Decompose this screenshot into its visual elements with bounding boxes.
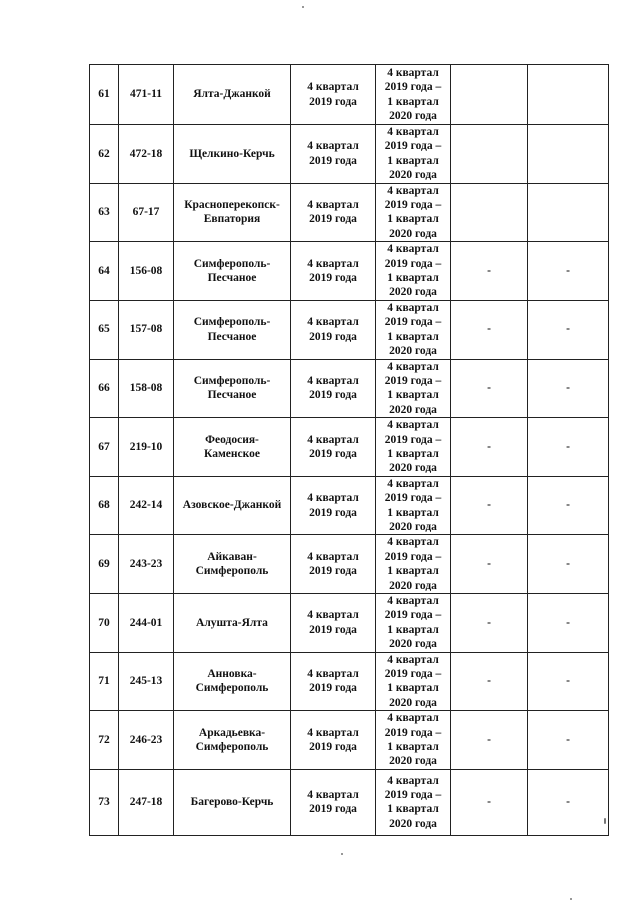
table-row [90,65,609,125]
extra-column-1-value: - [487,796,491,809]
table-row [90,300,609,359]
end-period-line: 1 квартал [387,741,439,754]
route-name-cell [174,652,291,711]
end-period-line: 4 квартал [387,595,439,607]
extra-column-2-value: - [566,733,570,746]
route-code-cell [119,476,174,535]
extra-column-1-value: - [487,264,491,277]
end-period-line: 2020 года [389,169,437,182]
end-period-cell [376,769,451,835]
table-row [90,125,609,184]
row-number-cell [90,711,119,770]
end-period-line: 2020 года [389,520,437,533]
start-period-line: 4 квартал [307,492,359,505]
end-period-cell [376,418,451,477]
start-period-line: 4 квартал [307,609,359,622]
start-period-cell [291,476,376,535]
extra-column-2-value: - [566,499,570,512]
route-name-cell [174,65,291,125]
route-code-cell [119,711,174,770]
end-period-line: 1 квартал [387,803,439,816]
end-period-line: 4 квартал [387,66,439,79]
extra-column-1-value: - [487,616,491,629]
route-code: 471-11 [130,88,162,101]
end-period-line: 2019 года – [384,316,442,329]
start-period-cell [291,711,376,770]
end-period-line: 4 квартал [387,360,439,373]
extra-column-1-cell [451,711,528,770]
end-period-line: 4 квартал [387,712,439,725]
end-period-line: 2020 года [389,286,437,299]
start-period-line: 4 квартал [307,199,359,212]
row-number-cell [90,418,119,477]
extra-column-2-cell [528,594,609,653]
extra-column-1-cell [451,418,528,477]
end-period-line: 2020 года [389,638,437,651]
start-period-line: 2019 года [309,506,357,519]
extra-column-1-cell [451,359,528,418]
row-number: 69 [98,557,110,570]
end-period-cell [376,359,451,418]
route-name-line: Анновка- [207,668,257,681]
table-row [90,476,609,535]
route-code-cell [119,594,174,653]
end-period-cell [376,594,451,653]
extra-column-2-value: - [566,382,570,395]
route-code: 158-08 [129,382,163,395]
start-period-line: 2019 года [309,682,357,695]
start-period-line: 4 квартал [307,140,359,153]
extra-column-2-cell [528,535,609,594]
start-period-cell [291,535,376,594]
end-period-cell [376,300,451,359]
row-number: 73 [98,796,110,809]
route-name-cell [174,594,291,653]
route-code: 245-13 [129,675,163,688]
start-period-line: 4 квартал [307,788,359,801]
end-period-cell [376,652,451,711]
start-period-line: 2019 года [309,741,357,754]
table-row [90,594,609,653]
extra-column-1-value: - [487,440,491,453]
end-period-line: 2020 года [389,462,437,475]
extra-column-2-cell [528,242,609,301]
end-period-cell [376,242,451,301]
end-period-cell [376,183,451,242]
extra-column-2-cell [528,125,609,184]
route-code-cell [119,125,174,184]
end-period-line: 4 квартал [387,477,439,490]
route-name-line: Песчаное [207,330,257,343]
start-period-line: 4 квартал [307,433,359,446]
route-name-line: Симферополь [195,682,269,695]
scan-speck [341,853,343,855]
row-number-cell [90,300,119,359]
end-period-line: 1 квартал [387,272,439,285]
route-code: 242-14 [129,499,163,512]
extra-column-1-value: - [487,499,491,512]
extra-column-2-value: - [566,675,570,688]
route-name-line: Феодосия- [205,433,259,446]
extra-column-1-cell [451,594,528,653]
extra-column-2-cell [528,769,609,835]
route-code: 157-08 [129,323,163,336]
end-period-line: 4 квартал [387,301,439,314]
route-name-line: Алушта-Ялта [196,616,268,629]
route-name-line: Азовское-Джанкой [182,499,282,512]
end-period-line: 4 квартал [387,536,439,549]
start-period-line: 2019 года [309,803,357,816]
table-row [90,652,609,711]
start-period-line: 4 квартал [307,374,359,387]
extra-column-1-cell [451,652,528,711]
route-name-cell [174,769,291,835]
start-period-cell [291,65,376,125]
route-name-line: Щелкино-Керчь [189,147,275,160]
row-number: 65 [98,323,110,336]
route-code-cell [119,300,174,359]
start-period-line: 2019 года [309,213,357,226]
table-row [90,418,609,477]
route-name-cell [174,183,291,242]
route-name-line: Песчаное [207,389,257,402]
extra-column-2-cell [528,418,609,477]
route-name-cell [174,476,291,535]
start-period-line: 2019 года [309,565,357,578]
row-number-cell [90,183,119,242]
route-code-cell [119,183,174,242]
row-number: 66 [98,382,110,395]
extra-column-1-cell [451,535,528,594]
end-period-line: 2019 года – [384,81,442,94]
end-period-line: 1 квартал [387,330,439,343]
scan-speck [302,6,304,8]
extra-column-2-value: - [566,557,570,570]
route-code-cell [119,769,174,835]
extra-column-1-cell [451,300,528,359]
row-number: 67 [98,440,110,453]
route-name-line: Симферополь- [193,374,271,387]
route-name-cell [174,359,291,418]
extra-column-1-value: - [487,323,491,336]
end-period-cell [376,476,451,535]
start-period-line: 4 квартал [307,316,359,329]
route-code-cell [119,652,174,711]
route-name-line: Песчаное [207,272,257,285]
scan-speck [570,898,572,900]
start-period-line: 2019 года [309,154,357,167]
extra-column-1-cell [451,476,528,535]
extra-column-2-value: - [566,796,570,809]
start-period-line: 2019 года [309,623,357,636]
end-period-line: 4 квартал [387,653,439,666]
scan-speck [604,818,606,824]
table-row [90,769,609,835]
row-number: 64 [98,264,110,277]
extra-column-2-cell [528,183,609,242]
route-name-cell [174,535,291,594]
table-row [90,359,609,418]
end-period-line: 2019 года – [384,433,442,446]
extra-column-2-cell [528,711,609,770]
route-code: 246-23 [129,733,163,746]
end-period-cell [376,65,451,125]
end-period-line: 2019 года – [384,788,442,801]
extra-column-2-cell [528,300,609,359]
row-number: 68 [98,499,110,512]
row-number-cell [90,535,119,594]
extra-column-1-cell [451,769,528,835]
route-code-cell [119,242,174,301]
extra-column-1-cell [451,242,528,301]
row-number: 62 [98,147,110,160]
extra-column-2-value: - [566,440,570,453]
route-name-line: Симферополь- [193,257,271,270]
route-name-cell [174,711,291,770]
route-name-line: Симферополь [195,741,269,754]
end-period-line: 2020 года [389,227,437,240]
extra-column-2-value: - [566,264,570,277]
extra-column-1-value: - [487,382,491,395]
end-period-line: 2020 года [389,345,437,358]
start-period-cell [291,594,376,653]
route-code: 219-10 [129,440,163,453]
end-period-line: 2020 года [389,403,437,416]
end-period-line: 2019 года – [384,492,442,505]
route-name-line: Ялта-Джанкой [193,88,271,101]
row-number-cell [90,594,119,653]
end-period-line: 4 квартал [387,126,439,138]
end-period-line: 1 квартал [387,213,439,226]
row-number: 61 [98,88,110,101]
route-name-cell [174,418,291,477]
start-period-cell [291,183,376,242]
extra-column-2-cell [528,476,609,535]
row-number-cell [90,125,119,184]
table-row [90,535,609,594]
start-period-cell [291,652,376,711]
route-code-cell [119,359,174,418]
route-code: 156-08 [129,264,163,277]
extra-column-2-cell [528,359,609,418]
start-period-line: 4 квартал [307,726,359,739]
route-code: 67-17 [132,206,160,219]
end-period-cell [376,711,451,770]
route-code: 472-18 [129,147,163,160]
start-period-cell [291,125,376,184]
start-period-line: 4 квартал [307,257,359,270]
row-number: 72 [98,733,110,746]
end-period-line: 1 квартал [387,565,439,578]
end-period-line: 2019 года – [384,199,442,212]
end-period-line: 1 квартал [387,154,439,167]
end-period-line: 1 квартал [387,623,439,636]
route-name-line: Евпатория [203,213,261,226]
end-period-line: 2019 года – [384,726,442,739]
row-number: 71 [98,675,110,688]
routes-table [89,64,609,836]
extra-column-1-cell [451,125,528,184]
end-period-line: 1 квартал [387,95,439,108]
start-period-line: 4 квартал [307,550,359,563]
end-period-line: 4 квартал [387,774,439,787]
table-row [90,711,609,770]
start-period-cell [291,242,376,301]
row-number: 70 [98,616,110,629]
route-name-cell [174,125,291,184]
row-number: 63 [98,206,110,219]
end-period-line: 4 квартал [387,184,439,197]
end-period-line: 2020 года [389,696,437,709]
end-period-cell [376,125,451,184]
start-period-line: 4 квартал [307,81,359,94]
route-name-line: Айкаван- [207,550,257,563]
end-period-line: 2020 года [389,817,437,830]
extra-column-1-value: - [487,733,491,746]
row-number-cell [90,652,119,711]
extra-column-2-value: - [566,323,570,336]
end-period-line: 2019 года – [384,374,442,387]
start-period-cell [291,300,376,359]
extra-column-2-value: - [566,616,570,629]
end-period-line: 2020 года [389,755,437,768]
end-period-cell [376,535,451,594]
routes-table-body [90,65,609,836]
start-period-line: 4 квартал [307,668,359,681]
route-code: 243-23 [129,557,163,570]
end-period-line: 2020 года [389,579,437,592]
route-code: 247-18 [129,796,163,809]
extra-column-1-cell [451,183,528,242]
end-period-line: 2019 года – [384,140,442,153]
extra-column-1-value: - [487,557,491,570]
route-code: 244-01 [129,616,163,629]
start-period-line: 2019 года [309,330,357,343]
end-period-line: 2019 года – [384,668,442,681]
route-name-cell [174,300,291,359]
end-period-line: 1 квартал [387,389,439,402]
row-number-cell [90,769,119,835]
end-period-line: 2019 года – [384,550,442,563]
end-period-line: 4 квартал [387,419,439,432]
row-number-cell [90,476,119,535]
route-name-line: Симферополь [195,565,269,578]
row-number-cell [90,65,119,125]
end-period-line: 2019 года – [384,257,442,270]
extra-column-2-cell [528,652,609,711]
route-name-line: Багерово-Керчь [190,796,274,809]
start-period-cell [291,769,376,835]
route-code-cell [119,418,174,477]
end-period-line: 2020 года [389,109,437,122]
end-period-line: 1 квартал [387,682,439,695]
extra-column-2-cell [528,65,609,125]
row-number-cell [90,242,119,301]
route-name-line: Аркадьевка- [198,726,266,739]
start-period-line: 2019 года [309,447,357,460]
start-period-cell [291,359,376,418]
table-row [90,242,609,301]
end-period-line: 1 квартал [387,447,439,460]
extra-column-1-cell [451,65,528,125]
extra-column-1-value: - [487,675,491,688]
route-name-line: Симферополь- [193,316,271,329]
end-period-line: 2019 года – [384,609,442,622]
route-code-cell [119,535,174,594]
row-number-cell [90,359,119,418]
start-period-line: 2019 года [309,272,357,285]
start-period-line: 2019 года [309,95,357,108]
end-period-line: 1 квартал [387,506,439,519]
end-period-line: 4 квартал [387,243,439,256]
route-code-cell [119,65,174,125]
route-name-cell [174,242,291,301]
route-name-line: Каменское [204,447,260,460]
table-row [90,183,609,242]
route-name-line: Красноперекопск- [184,199,280,212]
start-period-cell [291,418,376,477]
start-period-line: 2019 года [309,389,357,402]
